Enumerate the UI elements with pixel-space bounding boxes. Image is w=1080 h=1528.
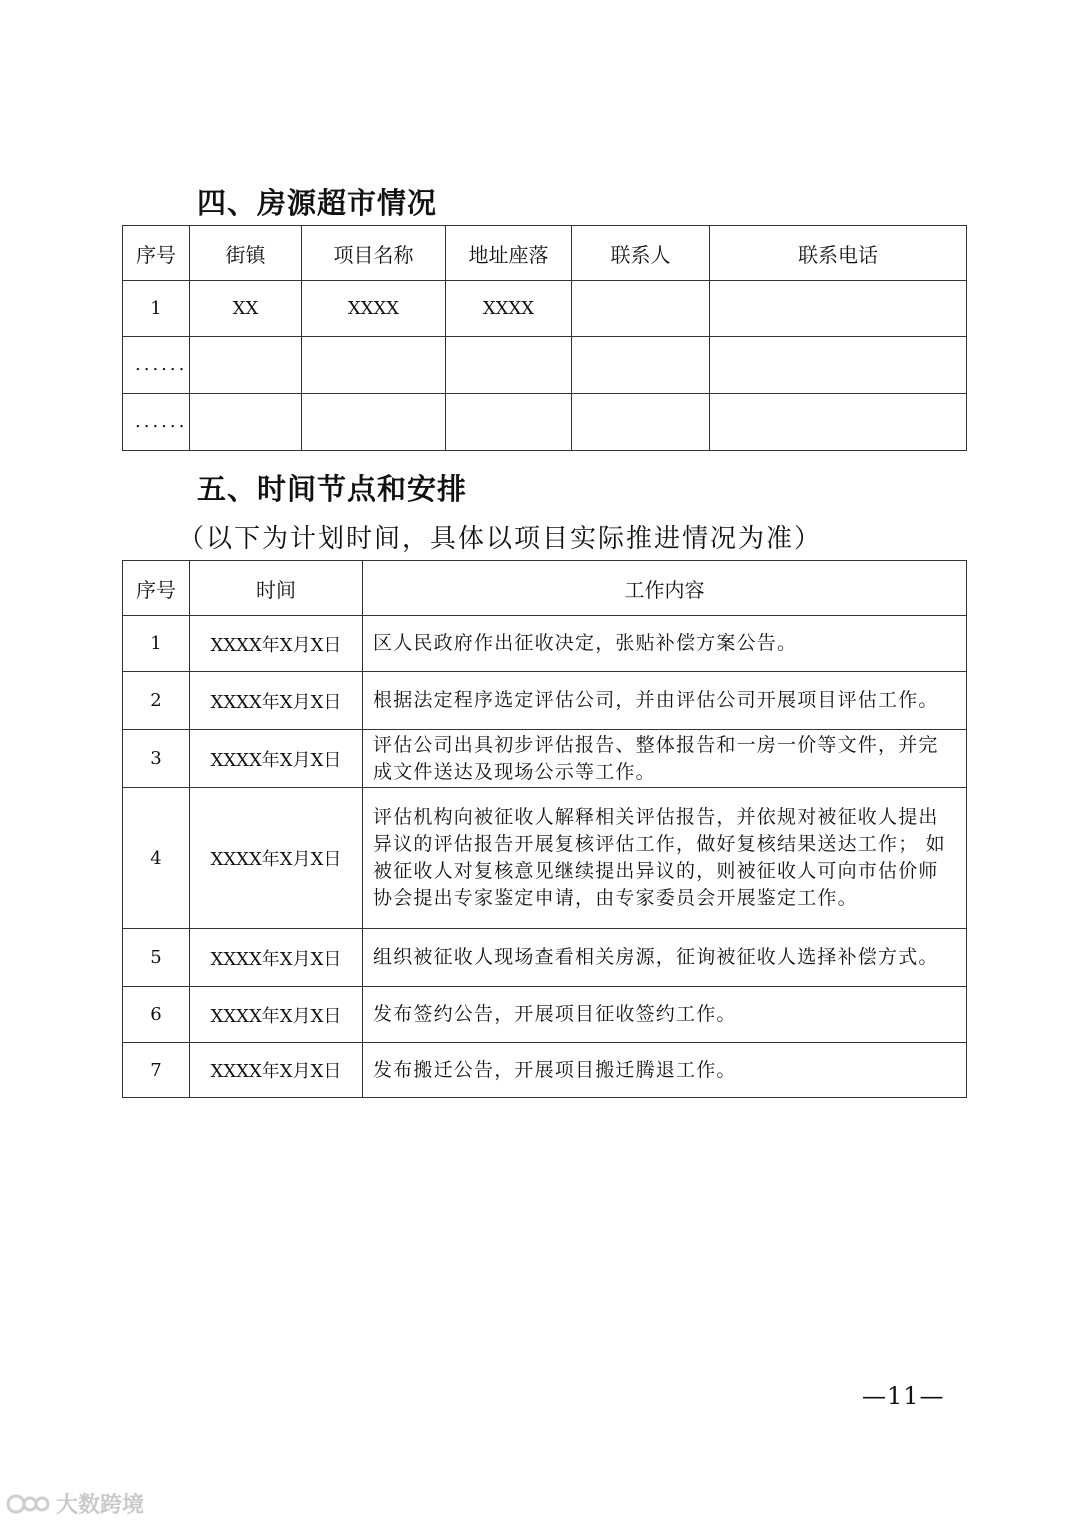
cell-project-name [302,337,446,394]
watermark-logo-icon [6,1491,52,1517]
watermark [6,1488,144,1519]
cell-no: 2 [123,672,190,730]
header-address: 地址座落 [446,226,572,281]
table-row [123,672,967,730]
cell-address: XXXX [446,281,572,337]
table-header-row [123,226,967,281]
cell-street-town: XX [190,281,302,337]
cell-no: 3 [123,730,190,788]
cell-no: 5 [123,929,190,987]
cell-work-content: 根据法定程序选定评估公司，并由评估公司开展项目评估工作。 [363,672,967,730]
header-phone: 联系电话 [710,226,967,281]
header-project-name: 项目名称 [302,226,446,281]
cell-date: XXXX年X月X日 [190,987,363,1043]
header-no: 序号 [123,226,190,281]
cell-work-content: 评估公司出具初步评估报告、整体报告和一房一价等文件，并完成文件送达及现场公示等工作。 [363,730,967,788]
cell-phone [710,394,967,451]
table-row [123,394,967,451]
header-street-town: 街镇 [190,226,302,281]
header-work-content: 工作内容 [363,561,967,616]
table-row [123,987,967,1043]
cell-contact [572,337,710,394]
table-row [123,1043,967,1098]
cell-project-name [302,394,446,451]
cell-work-content: 发布签约公告，开展项目征收签约工作。 [363,987,967,1043]
cell-date: XXXX年X月X日 [190,788,363,929]
table-row [123,281,967,337]
cell-no: ...... [123,394,190,451]
cell-contact [572,281,710,337]
page-number: —11— [862,1382,945,1410]
cell-no: 4 [123,788,190,929]
cell-address [446,394,572,451]
cell-address [446,337,572,394]
cell-date: XXXX年X月X日 [190,929,363,987]
schedule-table [122,560,967,1098]
cell-work-content: 区人民政府作出征收决定，张贴补偿方案公告。 [363,616,967,672]
cell-no: 1 [123,616,190,672]
cell-date: XXXX年X月X日 [190,1043,363,1098]
section5-title: 五、时间节点和安排 [197,472,468,506]
table-row [123,929,967,987]
cell-contact [572,394,710,451]
section4-title: 四、房源超市情况 [197,186,438,220]
cell-phone [710,281,967,337]
cell-work-content: 组织被征收人现场查看相关房源，征询被征收人选择补偿方式。 [363,929,967,987]
cell-no: 7 [123,1043,190,1098]
table-row [123,337,967,394]
table-row [123,616,967,672]
cell-work-content: 评估机构向被征收人解释相关评估报告，并依规对被征收人提出异议的评估报告开展复核评估工作，做好复核结果送达工作； 如被征收人对复核意见继续提出异议的，则被征收人可向市估价师协会提出专家鉴定申请，由专家委员会开展鉴定工作。 [363,788,967,929]
cell-date: XXXX年X月X日 [190,730,363,788]
cell-no: 1 [123,281,190,337]
cell-date: XXXX年X月X日 [190,616,363,672]
cell-work-content: 发布搬迁公告，开展项目搬迁腾退工作。 [363,1043,967,1098]
cell-no: 6 [123,987,190,1043]
table-row [123,730,967,788]
header-no: 序号 [123,561,190,616]
housing-supermarket-table [122,225,967,451]
cell-phone [710,337,967,394]
cell-date: XXXX年X月X日 [190,672,363,730]
table-header-row [123,561,967,616]
header-time: 时间 [190,561,363,616]
cell-street-town [190,337,302,394]
header-contact: 联系人 [572,226,710,281]
cell-project-name: XXXX [302,281,446,337]
cell-no: ...... [123,337,190,394]
cell-street-town [190,394,302,451]
watermark-text: 大数跨境 [56,1493,145,1518]
schedule-note: （以下为计划时间，具体以项目实际推进情况为准） [178,524,823,554]
table-row [123,788,967,929]
